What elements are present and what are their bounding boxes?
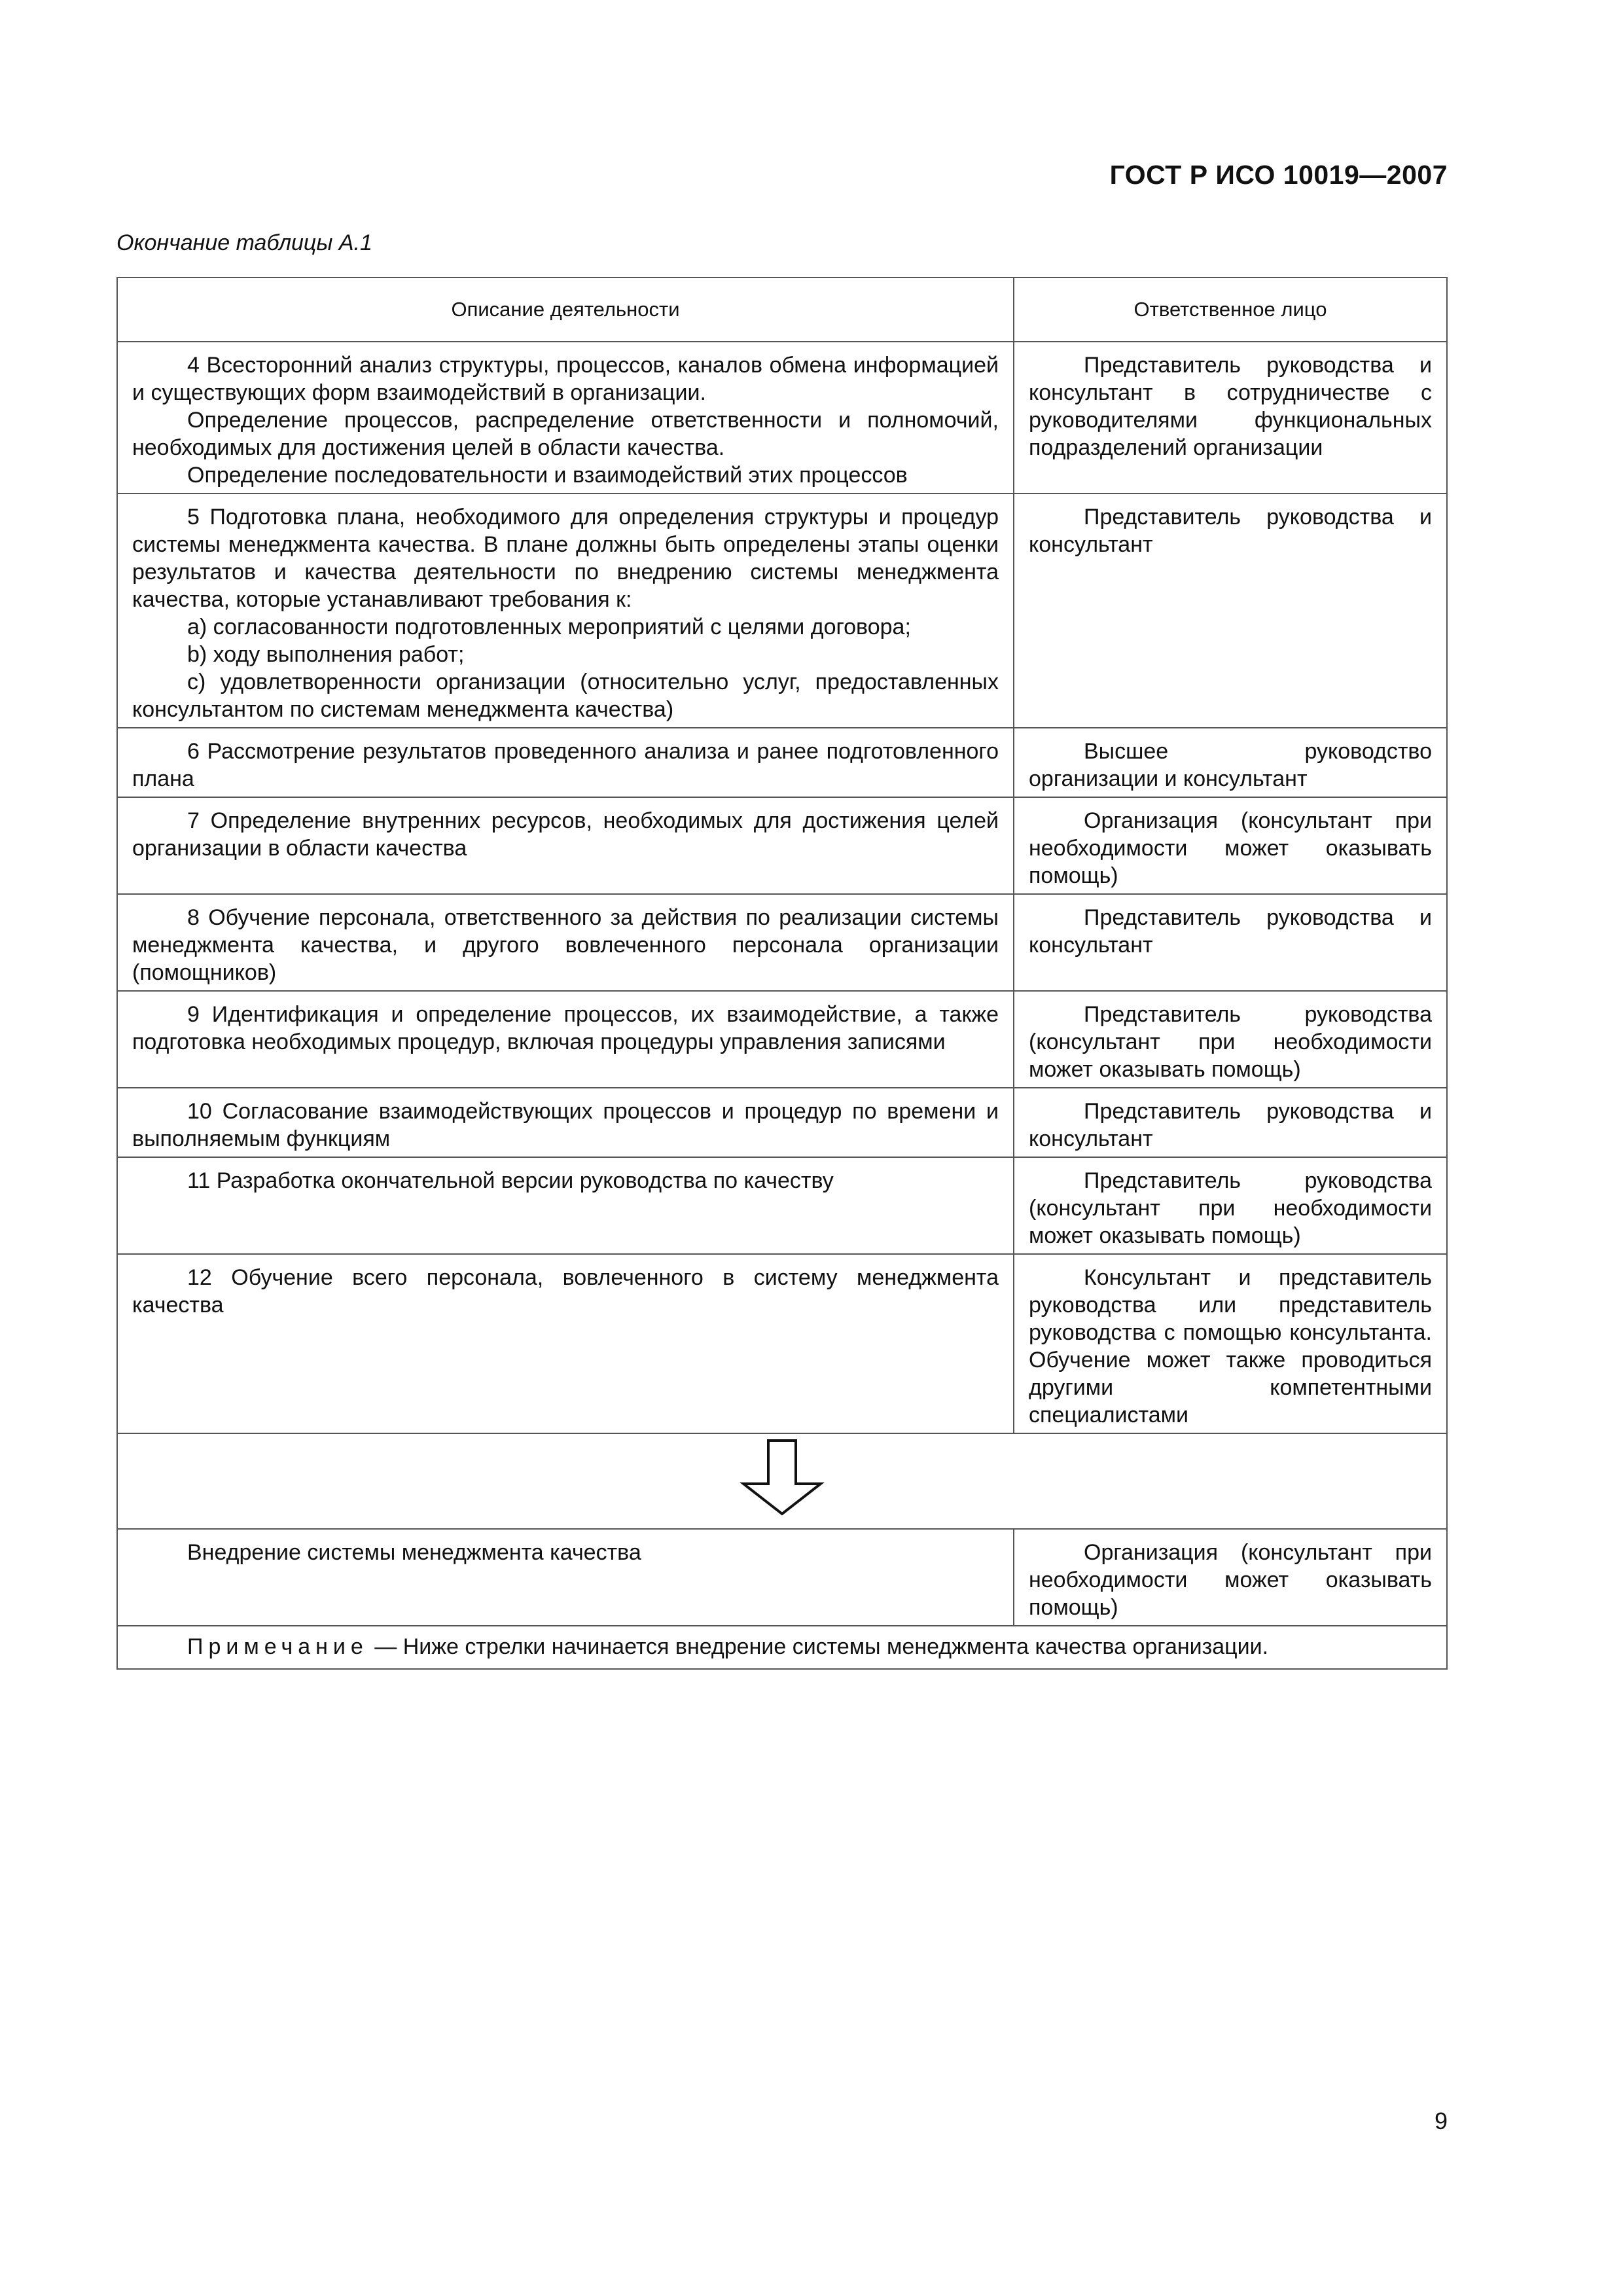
list-item: b) ходу выполнения работ; [187,642,465,667]
activity-description [117,797,1014,894]
responsible-person [1014,728,1447,797]
table-row [117,1254,1447,1433]
paragraph: Определение процессов, распределение ответственности и полномочий, необходимых для достижения целей в области качества. [132,408,999,460]
list-item: a) согласованности подготовленных мероприятий с целями договора; [187,615,911,639]
note [132,1633,1432,1660]
paragraph: 4 Всесторонний анализ структуры, процессов, каналов обмена информацией и существующих форм взаимодействий в организации. [132,353,999,405]
paragraph: Организация (консультант при необходимости может оказывать помощь) [1029,808,1432,888]
responsible-person [1014,991,1447,1088]
paragraph: Консультант и представитель руководства или представитель руководства с помощью консультанта. Обучение может также проводиться другими компетентными специалистами [1029,1265,1432,1427]
table-row [117,342,1447,493]
paragraph: 10 Согласование взаимодействующих процессов и процедур по времени и выполняемым функциям [132,1099,999,1151]
note-row [117,1626,1447,1669]
paragraph: Представитель руководства и консультант [1029,1099,1432,1151]
paragraph: Определение последовательности и взаимодействий этих процессов [187,463,908,488]
table-row [117,493,1447,728]
note-cell [117,1626,1447,1669]
paragraph: 11 Разработка окончательной версии руководства по качеству [187,1168,834,1193]
table-header-row [117,278,1447,342]
responsible-person [1014,894,1447,991]
activity-description [117,1529,1014,1626]
table-row [117,797,1447,894]
paragraph: Представитель руководства и консультант в сотрудничестве с руководителями функциональных подразделений организации [1029,353,1432,460]
activity-description [117,728,1014,797]
table-row [117,728,1447,797]
arrow-down-icon [740,1439,825,1516]
note-text: — Ниже стрелки начинается внедрение системы менеджмента качества организации. [368,1634,1269,1659]
activity-description [117,493,1014,728]
page-number: 9 [1434,2108,1448,2134]
paragraph: 9 Идентификация и определение процессов, их взаимодействие, а также подготовка необходимых процедур, включая процедуры управления записями [132,1002,999,1054]
activity-description [117,991,1014,1088]
table-row [117,1529,1447,1626]
paragraph: 6 Рассмотрение результатов проведенного анализа и ранее подготовленного плана [132,739,999,791]
note-label: Примечание [187,1634,368,1659]
responsible-person [1014,1088,1447,1157]
arrow-cell [117,1433,1447,1529]
activity-description [117,1088,1014,1157]
paragraph: Представитель руководства (консультант при необходимости может оказывать помощь) [1029,1168,1432,1248]
document-code: ГОСТ Р ИСО 10019—2007 [1109,160,1448,190]
paragraph: 8 Обучение персонала, ответственного за действия по реализации системы менеджмента качества, и другого вовлеченного персонала организации (помощников) [132,905,999,985]
responsible-person [1014,1157,1447,1254]
paragraph: 12 Обучение всего персонала, вовлеченного в систему менеджмента качества [132,1265,999,1318]
arrow-row [117,1433,1447,1529]
activity-description [117,1157,1014,1254]
table-row [117,1088,1447,1157]
activity-description [117,1254,1014,1433]
paragraph: Внедрение системы менеджмента качества [187,1540,641,1565]
responsible-person [1014,797,1447,894]
column-header-description: Описание деятельности [117,278,1014,342]
table-row [117,1157,1447,1254]
activity-description [117,342,1014,493]
table-row [117,894,1447,991]
table-caption: Окончание таблицы А.1 [116,230,372,255]
activities-table [116,277,1448,1670]
paragraph: 7 Определение внутренних ресурсов, необходимых для достижения целей организации в области качества [132,808,999,861]
paragraph: Высшее руководство организации и консультант [1029,739,1432,791]
paragraph: Представитель руководства и консультант [1029,905,1432,958]
column-header-responsible: Ответственное лицо [1014,278,1447,342]
activity-description [117,894,1014,991]
paragraph: Представитель руководства и консультант [1029,505,1432,557]
paragraph: Организация (консультант при необходимости может оказывать помощь) [1029,1540,1432,1620]
responsible-person [1014,342,1447,493]
paragraph: 5 Подготовка плана, необходимого для определения структуры и процедур системы менеджмента качества. В плане должны быть определены этапы оценки результатов и качества деятельности по внедрению системы менеджмента качества, которые устанавливают требования к: [132,505,999,612]
responsible-person [1014,1529,1447,1626]
list-item: c) удовлетворенности организации (относительно услуг, предоставленных консультантом по системам менеджмента качества) [132,670,999,722]
paragraph: Представитель руководства (консультант при необходимости может оказывать помощь) [1029,1002,1432,1082]
responsible-person [1014,1254,1447,1433]
responsible-person [1014,493,1447,728]
table-row [117,991,1447,1088]
